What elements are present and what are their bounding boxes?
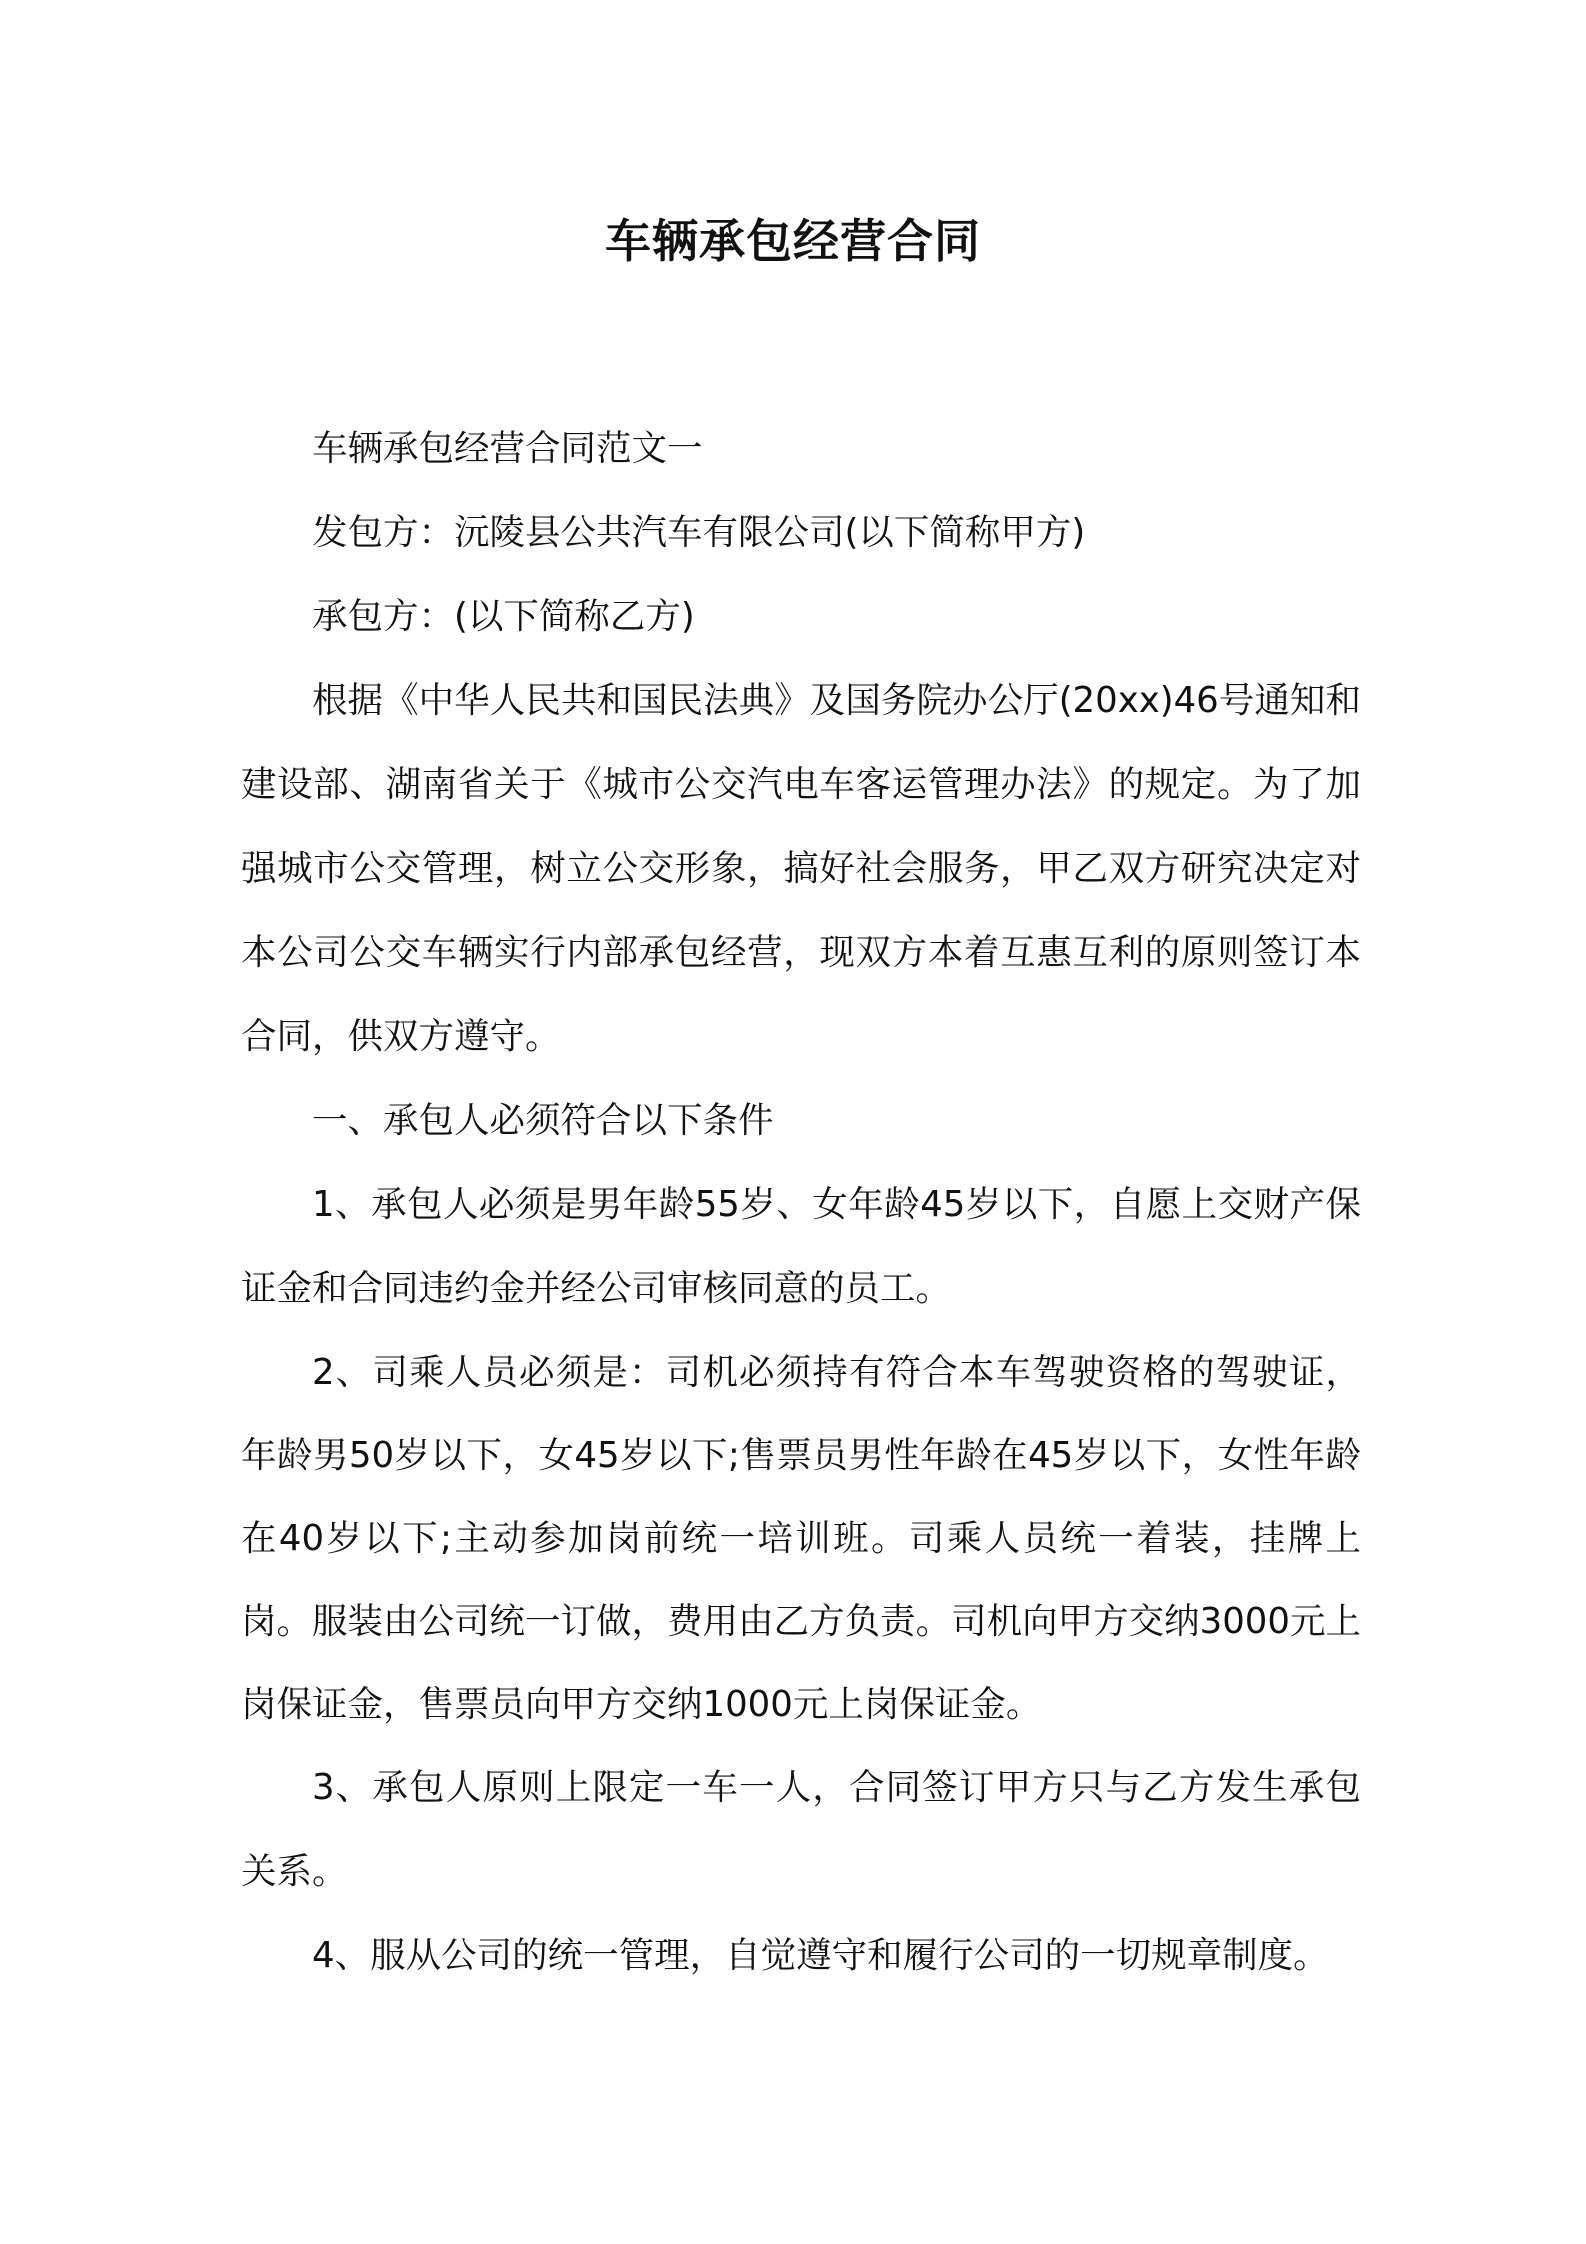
section-heading: 一、承包人必须符合以下条件 (312, 1100, 774, 1141)
clause-3-paragraph: 3、承包人原则上限定一车一人，合同签订甲方只与乙方发生承包关系。 (241, 1767, 1361, 1892)
clause-2-paragraph: 2、司乘人员必须是：司机必须持有符合本车驾驶资格的驾驶证，年龄男50岁以下，女45岁以下;售票员男性年龄在45岁以下，女性年龄在40岁以下;主动参加岗前统一培训班。司乘人员统一着装，挂牌上岗。服装由公司统一订做，费用由乙方负责。司机向甲方交纳3000元上岗保证金，售票员向甲方交纳1000元上岗保证金。 (241, 1352, 1361, 1725)
contractor-party-b-paragraph: 承包方：(以下简称乙方) (312, 596, 695, 637)
clause-4-paragraph: 4、服从公司的统一管理，自觉遵守和履行公司的一切规章制度。 (312, 1935, 1329, 1976)
subtitle-paragraph: 车辆承包经营合同范文一 (312, 428, 703, 469)
contractor-party-a-paragraph: 发包方：沅陵县公共汽车有限公司(以下简称甲方) (312, 512, 1086, 553)
preamble-paragraph: 根据《中华人民共和国民法典》及国务院办公厅(20xx)46号通知和建设部、湖南省关于《城市公交汽电车客运管理办法》的规定。为了加强城市公交管理，树立公交形象，搞好社会服务，甲乙双方研究决定对本公司公交车辆实行内部承包经营，现双方本着互惠互利的原则签订本合同，供双方遵守。 (241, 680, 1361, 1057)
clause-1-paragraph: 1、承包人必须是男年龄55岁、女年龄45岁以下，自愿上交财产保证金和合同违约金并经公司审核同意的员工。 (241, 1184, 1361, 1309)
document-body (241, 407, 1361, 1998)
document-title: 车辆承包经营合同 (605, 214, 981, 268)
